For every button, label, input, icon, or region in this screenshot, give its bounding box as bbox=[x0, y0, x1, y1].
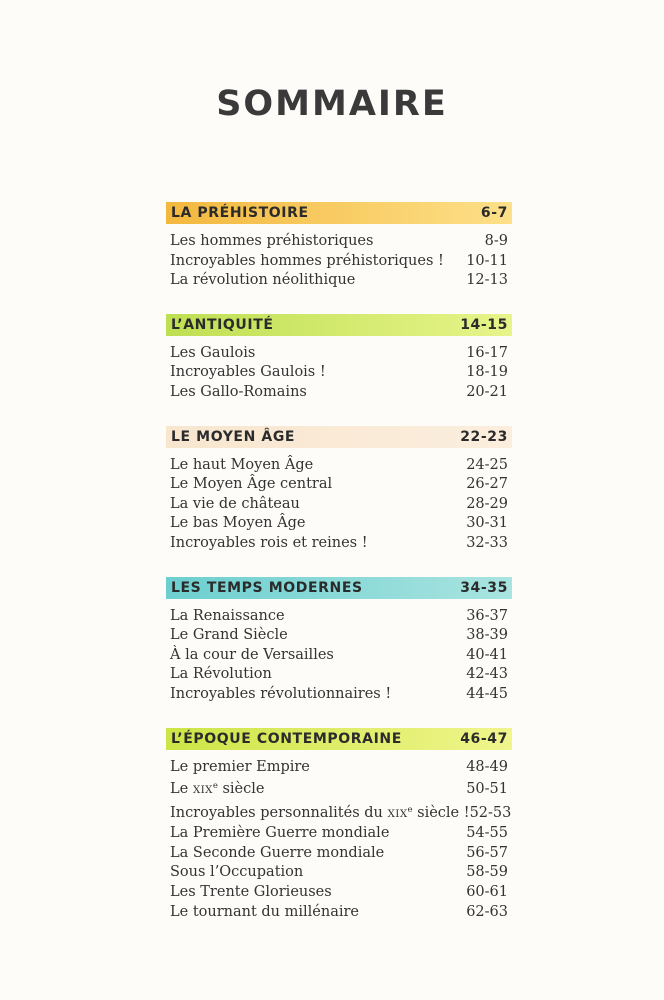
toc-entry bbox=[166, 495, 512, 515]
section-pages: 46-47 bbox=[460, 730, 508, 747]
entry-title-part: e bbox=[212, 781, 218, 792]
entry-pages: 24-25 bbox=[466, 456, 508, 473]
section-l-epoque-contemporaine bbox=[166, 728, 512, 923]
toc-entry bbox=[166, 758, 512, 778]
toc-entry bbox=[166, 626, 512, 646]
entry-title: La Révolution bbox=[170, 666, 272, 683]
toc-entry bbox=[166, 824, 512, 844]
entry-pages: 16-17 bbox=[466, 344, 508, 361]
section-le-moyen-age bbox=[166, 426, 512, 554]
section-pages: 22-23 bbox=[460, 428, 508, 445]
entry-title: La révolution néolithique bbox=[170, 272, 356, 289]
entry-title: Le tournant du millénaire bbox=[170, 903, 360, 920]
entry-title: Incroyables rois et reines ! bbox=[170, 534, 368, 551]
entry-pages: 54-55 bbox=[466, 825, 508, 842]
entry-title-part: XIX bbox=[387, 807, 408, 820]
toc-entry bbox=[166, 685, 512, 705]
entry-title: Le Moyen Âge central bbox=[170, 476, 333, 493]
section-la-prehistoire bbox=[166, 202, 512, 291]
section-l-antiquite bbox=[166, 314, 512, 403]
toc-entry bbox=[166, 271, 512, 291]
toc-entry bbox=[166, 456, 512, 476]
entry-title: Les hommes préhistoriques bbox=[170, 233, 374, 249]
entry-title-part: e bbox=[407, 804, 413, 815]
section-header bbox=[166, 728, 512, 750]
entry-title: La vie de château bbox=[170, 495, 300, 512]
section-title: LA PRÉHISTOIRE bbox=[171, 205, 309, 221]
entry-title: La Première Guerre mondiale bbox=[170, 825, 390, 842]
section-header bbox=[166, 426, 512, 448]
section-les-temps-modernes bbox=[166, 577, 512, 705]
entry-title: La Seconde Guerre mondiale bbox=[170, 844, 385, 861]
entry-title: Les Gallo-Romains bbox=[170, 383, 307, 400]
section-pages: 14-15 bbox=[460, 316, 508, 333]
entry-title: Les Trente Glorieuses bbox=[170, 884, 332, 901]
entry-pages: 18-19 bbox=[466, 364, 508, 381]
entry-pages: 50-51 bbox=[466, 781, 508, 798]
entry-pages: 60-61 bbox=[466, 884, 508, 901]
entry-pages: 36-37 bbox=[466, 607, 508, 624]
entry-pages: 32-33 bbox=[466, 534, 508, 551]
entry-pages: 40-41 bbox=[466, 646, 508, 663]
section-pages: 34-35 bbox=[460, 579, 508, 596]
section-title: L’ÉPOQUE CONTEMPORAINE bbox=[171, 730, 402, 747]
section-title: L’ANTIQUITÉ bbox=[171, 316, 274, 333]
entry-pages: 12-13 bbox=[466, 272, 508, 289]
entry-title-part: siècle ! bbox=[412, 804, 470, 821]
entry-pages: 38-39 bbox=[466, 627, 508, 644]
section-title: LE MOYEN ÂGE bbox=[171, 428, 296, 445]
toc-entry bbox=[166, 844, 512, 864]
section-header bbox=[166, 314, 512, 336]
entry-title bbox=[170, 801, 470, 825]
entry-pages: 26-27 bbox=[466, 476, 508, 493]
entry-title-part: siècle bbox=[217, 781, 265, 798]
toc-entry bbox=[166, 363, 512, 383]
toc-entry bbox=[166, 252, 512, 272]
toc-entry bbox=[166, 475, 512, 495]
entry-pages: 62-63 bbox=[466, 903, 508, 920]
toc-entry bbox=[166, 646, 512, 666]
entry-title: Les Gaulois bbox=[170, 344, 256, 361]
entry-pages: 10-11 bbox=[466, 252, 508, 269]
entry-title: Le bas Moyen Âge bbox=[170, 515, 306, 532]
toc-entry bbox=[166, 665, 512, 685]
table-of-contents bbox=[166, 202, 512, 945]
toc-entry bbox=[166, 534, 512, 554]
entry-title-part: Incroyables personnalités du bbox=[170, 804, 388, 821]
toc-entry bbox=[166, 883, 512, 903]
section-header bbox=[166, 577, 512, 599]
entry-title: Sous l’Occupation bbox=[170, 864, 304, 881]
entry-title-part: XIX bbox=[192, 784, 213, 797]
entry-title-part: Le bbox=[170, 781, 193, 798]
page-title: SOMMAIRE bbox=[216, 84, 448, 124]
toc-entry bbox=[166, 903, 512, 923]
toc-entry bbox=[166, 777, 512, 801]
entry-pages: 20-21 bbox=[466, 383, 508, 400]
entry-title: Incroyables Gaulois ! bbox=[170, 364, 326, 381]
entry-title: Incroyables hommes préhistoriques ! bbox=[170, 252, 444, 269]
entry-title: Incroyables révolutionnaires ! bbox=[170, 685, 392, 702]
entry-pages: 44-45 bbox=[466, 685, 508, 702]
entry-pages: 30-31 bbox=[466, 515, 508, 532]
section-header bbox=[166, 202, 512, 224]
toc-entry bbox=[166, 801, 512, 825]
entry-pages: 42-43 bbox=[466, 666, 508, 683]
section-title: LES TEMPS MODERNES bbox=[171, 579, 363, 596]
entry-title: Le Grand Siècle bbox=[170, 627, 288, 644]
entry-pages: 28-29 bbox=[466, 495, 508, 512]
toc-entry bbox=[166, 344, 512, 364]
entry-pages: 48-49 bbox=[466, 758, 508, 775]
entry-title bbox=[170, 777, 264, 801]
entry-pages: 52-53 bbox=[469, 804, 512, 821]
toc-entry bbox=[166, 514, 512, 534]
entry-title: La Renaissance bbox=[170, 607, 285, 624]
toc-entry bbox=[166, 383, 512, 403]
toc-entry bbox=[166, 607, 512, 627]
entry-title: À la cour de Versailles bbox=[170, 646, 334, 663]
entry-pages: 8-9 bbox=[484, 233, 508, 249]
section-pages: 6-7 bbox=[480, 205, 508, 221]
entry-title: Le premier Empire bbox=[170, 758, 310, 775]
toc-entry bbox=[166, 863, 512, 883]
entry-title: Le haut Moyen Âge bbox=[170, 456, 314, 473]
toc-entry bbox=[166, 232, 512, 252]
entry-pages: 56-57 bbox=[466, 844, 508, 861]
entry-pages: 58-59 bbox=[466, 864, 508, 881]
